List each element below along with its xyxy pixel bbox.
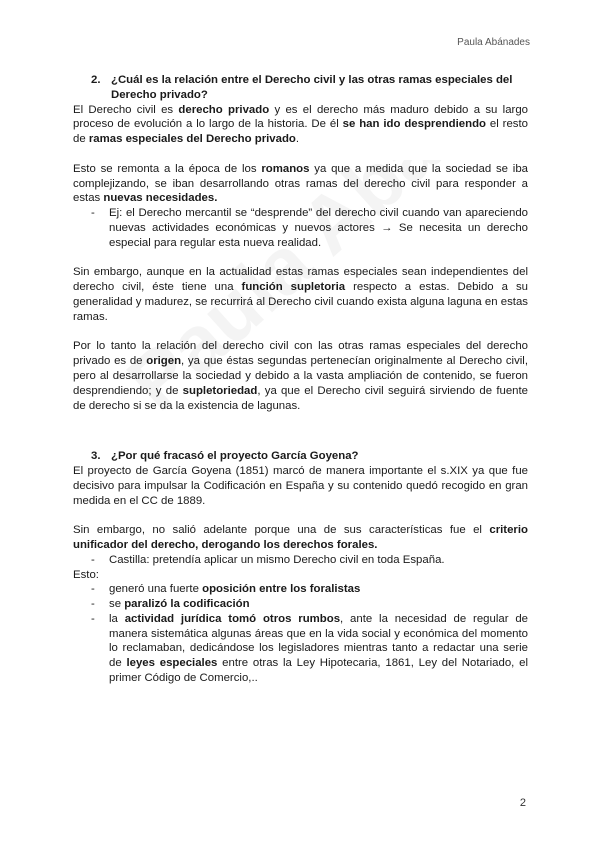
q3-bullet-1 bbox=[91, 553, 528, 568]
bold-text: romanos bbox=[261, 162, 310, 175]
bullet-text: Castilla: pretendía aplicar un mismo Derecho civil en toda España. bbox=[109, 553, 445, 566]
bold-text: supletoriedad bbox=[182, 384, 258, 397]
bold-text: función supletoria bbox=[241, 281, 346, 294]
text: se bbox=[109, 598, 125, 611]
bullet-text bbox=[109, 582, 528, 597]
q2-paragraph-1 bbox=[73, 103, 528, 147]
bold-text: ramas especiales del Derecho privado bbox=[88, 133, 296, 146]
bold-text: leyes especiales bbox=[126, 657, 218, 670]
q3-bullet-2 bbox=[91, 582, 528, 597]
question-2-number: 2. bbox=[91, 74, 101, 86]
bold-text: criterio unificador del derecho, derogando los derechos forales. bbox=[73, 524, 528, 551]
q2-paragraph-3 bbox=[73, 265, 528, 324]
question-2-heading bbox=[91, 73, 528, 103]
q2-paragraph-2 bbox=[73, 162, 528, 206]
text: y es el derecho más maduro debido a su largo proceso de evolución a lo largo de la historia. De él bbox=[73, 103, 528, 131]
bullet-marker: - bbox=[91, 598, 95, 611]
page-number: 2 bbox=[519, 797, 526, 809]
bullet-marker: - bbox=[91, 583, 95, 596]
text: Esto se remonta a la época de los bbox=[73, 162, 262, 175]
bullet-text: Ej: el Derecho mercantil se “desprende” del derecho civil cuando van apareciendo nuevas actividades económicas y nuevos actores → Se necesita un derecho especial para regular esta nueva realidad. bbox=[109, 207, 528, 249]
text: respecto a estas. Debido a su generalidad y madurez, se recurrirá al Derecho civil cuando exista alguna laguna en estas ramas. bbox=[73, 281, 528, 323]
bullet-text bbox=[109, 612, 528, 686]
text: entre otras la Ley Hipotecaria, 1861, Ley del Notariado, el primer Código de Comercio,.. bbox=[109, 657, 528, 685]
text: el resto de bbox=[73, 118, 528, 146]
bold-text: oposición entre los foralistas bbox=[202, 583, 361, 596]
header-author: Paula Abánades bbox=[457, 37, 530, 48]
text: ya que a medida que la sociedad se iba complejizando, se iban desarrollando otras ramas del derecho civil para responder a estas bbox=[73, 162, 528, 205]
text: Por lo tanto la relación del derecho civil con las otras ramas especiales del derecho privado es de bbox=[73, 340, 528, 368]
text: . bbox=[295, 133, 300, 146]
q3-bullet-4 bbox=[91, 612, 528, 686]
text: generó una fuerte bbox=[109, 583, 203, 596]
q3-esto: Esto: bbox=[73, 568, 99, 581]
bold-text: actividad jurídica tomó otros rumbos bbox=[124, 612, 341, 625]
question-3-number: 3. bbox=[91, 450, 101, 463]
text: , ante la necesidad de regular de manera sistemática algunas áreas que en la vida social y económica del momento lo reclamaban, dedicándose los legisladores mientras tanto a redactar una serie de bbox=[109, 612, 529, 670]
text: El Derecho civil es bbox=[73, 103, 179, 116]
question-3-heading bbox=[91, 449, 528, 464]
bold-text: paralizó la codificación bbox=[124, 598, 250, 611]
text: , ya que el Derecho civil seguirá sirviendo de fuente de derecho si se da la existencia de lagunas. bbox=[73, 384, 528, 412]
bold-text: derecho privado bbox=[178, 103, 270, 116]
text: Sin embargo, no salió adelante porque una de sus características fue el bbox=[73, 524, 490, 537]
text: , ya que éstas segundas pertenecían originalmente al Derecho civil, pero al desarrollarse la sociedad y debido a la vasta ampliación de contenido, se fueron desprendiendo; y de bbox=[73, 355, 528, 397]
q2-bullet-1 bbox=[91, 206, 528, 250]
text: la bbox=[109, 612, 125, 625]
bold-text: origen bbox=[146, 355, 182, 368]
question-2-title: ¿Cuál es la relación entre el Derecho civil y las otras ramas especiales del Derecho privado? bbox=[111, 74, 513, 101]
bold-text: nuevas necesidades. bbox=[103, 192, 218, 205]
bullet-marker: - bbox=[91, 612, 95, 625]
text: Sin embargo, aunque en la actualidad estas ramas especiales sean independientes del derecho civil, éste tiene una bbox=[73, 266, 528, 294]
q3-paragraph-2 bbox=[73, 523, 528, 553]
q3-paragraph-1: El proyecto de García Goyena (1851) marcó de manera importante el s.XIX ya que fue decisivo para impulsar la Codificación en España y su contenido quedó recogido en gran medida en el CC de 1889. bbox=[73, 464, 528, 507]
q3-bullet-3 bbox=[91, 597, 528, 612]
question-3-title: ¿Por qué fracasó el proyecto García Goyena? bbox=[111, 450, 359, 463]
bullet-marker: - bbox=[91, 207, 95, 220]
bullet-marker: - bbox=[91, 553, 95, 566]
bullet-text bbox=[109, 597, 528, 612]
document-body bbox=[73, 73, 528, 686]
bold-text: se han ido desprendiendo bbox=[342, 118, 486, 131]
q2-paragraph-4 bbox=[73, 339, 528, 413]
